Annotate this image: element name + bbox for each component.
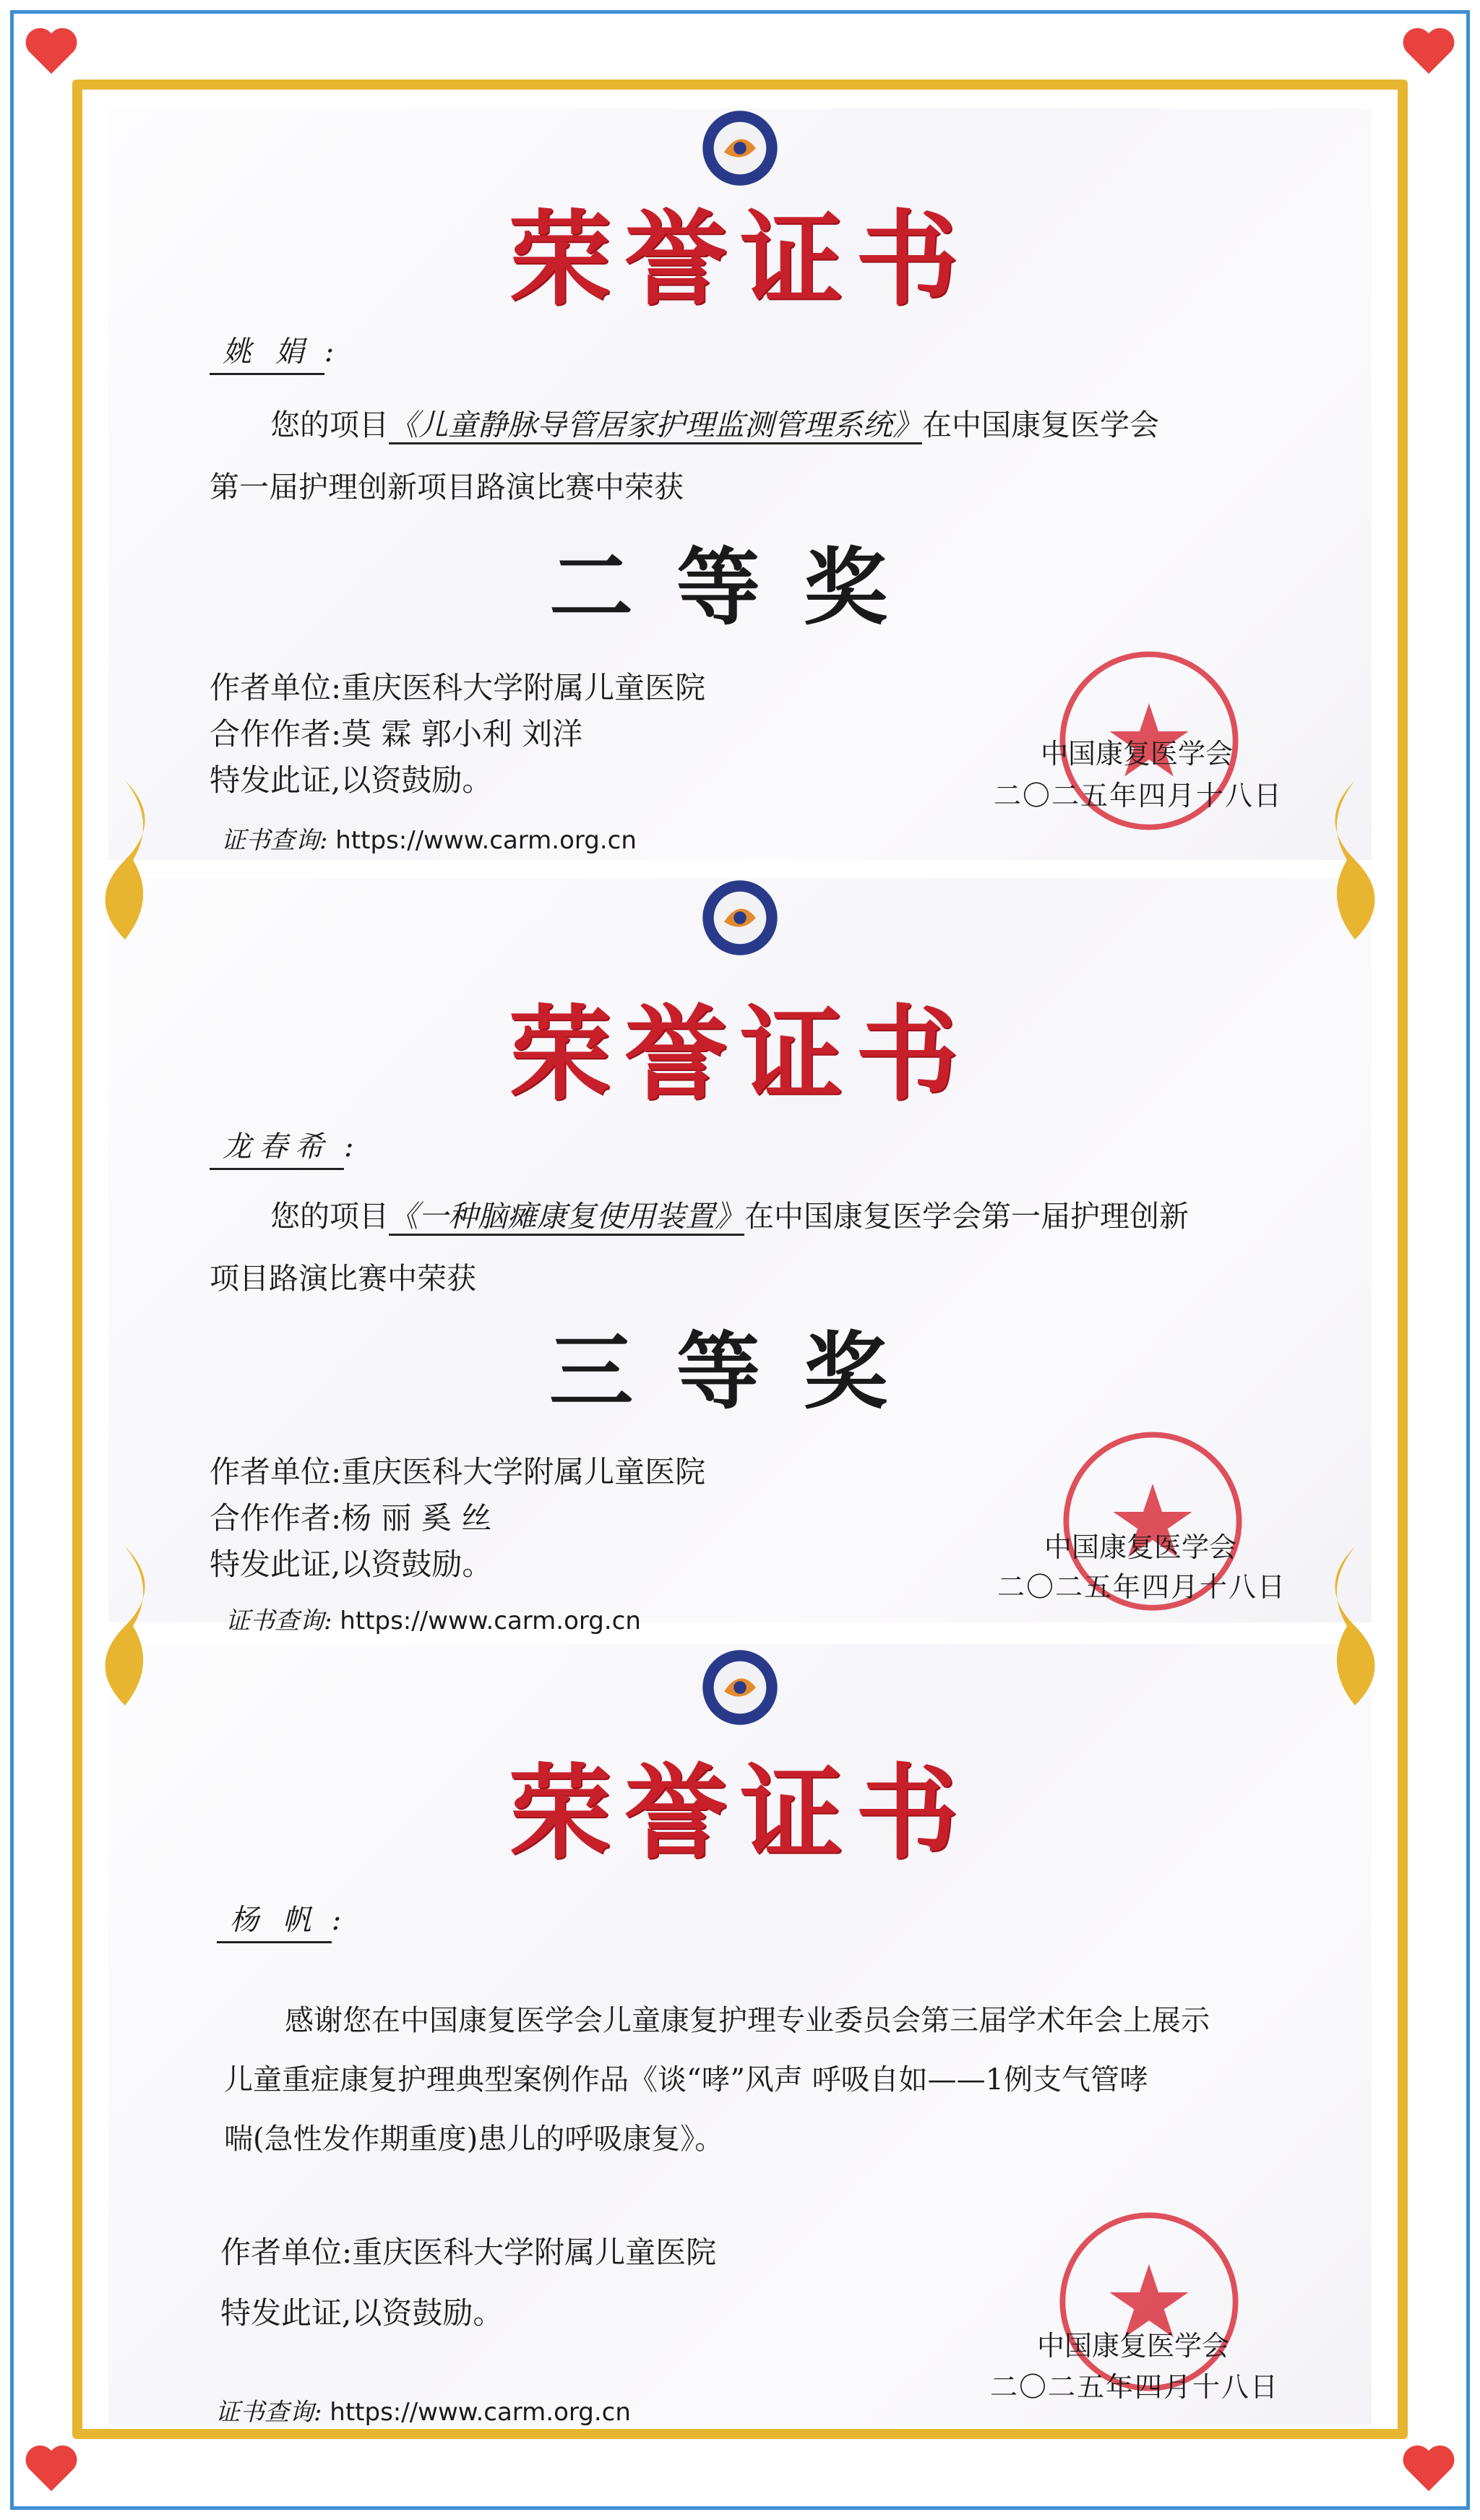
gold-ornament-icon [85,780,165,939]
certificate-1 [108,108,1372,860]
certificate-title: 荣誉证书 [509,994,971,1114]
gold-ornament-icon [85,1547,165,1706]
certificate-2 [108,878,1372,1635]
issuing-organization: 中国康复医学会 [1037,2330,1230,2362]
author-info: 作者单位:重庆医科大学附属儿童医院 合作作者:莫 霖 郭小利 刘洋 特发此证,以资鼓励。 [210,670,706,798]
heart-icon [1399,2439,1458,2498]
heart-icon [1399,22,1458,81]
gold-ornament-icon [1315,1547,1395,1706]
award-description: 您的项目《一种脑瘫康复使用装置》在中国康复医学会第一届护理创新 项目路演比赛中荣获 [210,1199,1189,1296]
issuing-organization: 中国康复医学会 [1041,738,1234,770]
certificate-title: 荣誉证书 [509,1753,971,1873]
issuing-organization: 中国康复医学会 [1044,1531,1237,1563]
certificate-query-link[interactable]: https://www.carm.org.cn [335,826,637,855]
certificate-query-link[interactable]: https://www.carm.org.cn [340,1607,641,1635]
certificate-3 [108,1644,1372,2425]
recipient-name: 杨 帆 : [217,1897,348,1943]
issue-date: 二〇二五年四月十八日 [997,1571,1287,1603]
heart-icon [22,22,81,81]
award-level: 三等奖 [549,1323,931,1421]
certificate-query-link[interactable]: https://www.carm.org.cn [330,2398,631,2427]
certificate-query: 证书查询: https://www.carm.org.cn [221,826,637,855]
issue-date: 二〇二五年四月十八日 [994,780,1283,812]
heart-icon [22,2439,81,2498]
certificate-title: 荣誉证书 [509,199,971,319]
society-logo-icon [700,108,780,188]
issue-date: 二〇二五年四月十八日 [990,2371,1280,2403]
certificate-query: 证书查询: https://www.carm.org.cn [225,1607,641,1635]
author-info: 作者单位:重庆医科大学附属儿童医院 合作作者:杨 丽 奚 丝 特发此证,以资鼓励。 [210,1454,706,1582]
award-level: 二等奖 [549,538,931,637]
society-logo-icon [700,1648,780,1727]
thanks-description: 感谢您在中国康复医学会儿童康复护理专业委员会第三届学术年会上展示 儿童重症康复护理典型案例作品《谈“哮”风声 呼吸自如——1例支气管哮 喘(急性发作期重度)患儿的呼吸康复》。 [224,2004,1210,2156]
certificate-query: 证书查询: https://www.carm.org.cn [215,2398,631,2427]
recipient-name: 姚 娟 : [210,329,341,375]
society-logo-icon [700,878,780,958]
author-info: 作者单位:重庆医科大学附属儿童医院 特发此证,以资鼓励。 [220,2235,717,2331]
award-description: 您的项目《儿童静脉导管居家护理监测管理系统》在中国康复医学会 第一届护理创新项目路演比赛中荣获 [210,408,1159,504]
recipient-name: 龙春希 : [210,1124,361,1170]
gold-ornament-icon [1315,780,1395,939]
